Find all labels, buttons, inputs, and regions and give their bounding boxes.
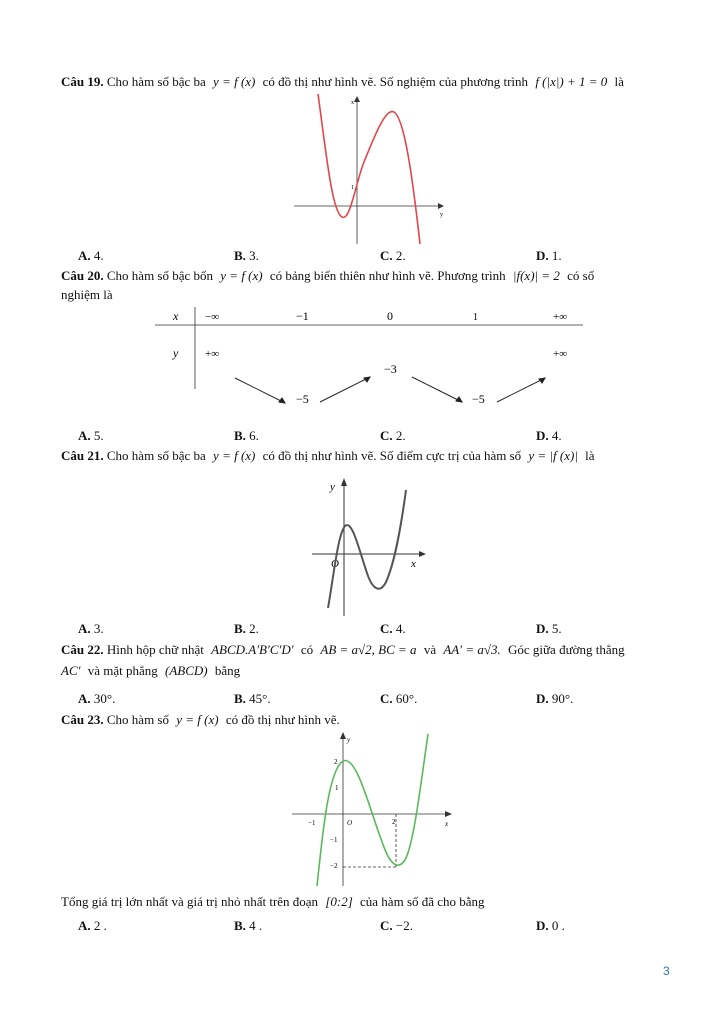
- q21-graph: [308, 474, 428, 619]
- q19-text3: là: [614, 74, 624, 89]
- q19-curve: [318, 94, 420, 244]
- q23-answer-a[interactable]: A. 2 .: [78, 918, 107, 933]
- q19-axis-label-right: y: [440, 212, 443, 218]
- q22-plane: (ABCD): [165, 663, 208, 678]
- q20-x-val-4: +∞: [553, 311, 568, 323]
- q19-answer-b[interactable]: B. 3.: [234, 248, 259, 263]
- q20-x-val-0: −∞: [205, 311, 220, 323]
- q19-tick-1: 1: [351, 185, 354, 191]
- q20-arrowhead-2: [364, 377, 370, 382]
- q23-text2: có đồ thị như hình vẽ.: [225, 712, 340, 727]
- q19-graph: [290, 92, 450, 247]
- q23-tick-y-1: 1: [335, 784, 339, 792]
- q20-x-label: x: [173, 309, 179, 323]
- q22-text4: Góc giữa đường thẳng: [507, 642, 625, 657]
- q23-origin: O: [347, 819, 353, 827]
- q19-answer-a[interactable]: A. 4.: [78, 248, 104, 263]
- q20-y-val-1: −5: [296, 392, 309, 406]
- q22-text2: có: [300, 642, 314, 657]
- q21-line: [61, 448, 595, 464]
- q23-answer-b[interactable]: B. 4 .: [234, 918, 263, 933]
- q20-x-val-1: −1: [296, 309, 309, 323]
- q23-tick-x-neg1: −1: [308, 819, 316, 827]
- q21-y-label: y: [330, 481, 335, 493]
- q21-answer-d[interactable]: D. 5.: [536, 621, 562, 636]
- q20-answer-b[interactable]: B. 6.: [234, 428, 259, 443]
- q23-tick-y-2: 2: [334, 758, 338, 766]
- q19-y-arrow: [354, 96, 360, 102]
- q21-x-label: x: [411, 558, 416, 570]
- q23-tick-y-neg1: −1: [330, 836, 338, 844]
- q21-answer-c[interactable]: C. 4.: [380, 621, 406, 636]
- q23-tick-x-2: 2: [392, 818, 396, 826]
- q20-y-val-2: −3: [384, 362, 397, 376]
- q20-label: Câu 20.: [61, 268, 104, 283]
- q20-eq: |f(x)| = 2: [512, 268, 560, 283]
- q22-box: ABCD.A′B′C′D′: [211, 642, 294, 657]
- q20-arrowhead-1: [279, 398, 285, 403]
- q23-line: [61, 712, 340, 728]
- q23-interval: [0:2]: [325, 894, 353, 909]
- page-number: 3: [663, 964, 670, 978]
- q20-arrow-down-2: [412, 377, 462, 402]
- q20-text2: có bảng biến thiên như hình vẽ. Phương trình: [269, 268, 506, 283]
- q23-func: y = f (x): [176, 712, 219, 727]
- q23-after-text: Tổng giá trị lớn nhất và giá trị nhỏ nhất trên đoạn: [61, 894, 319, 909]
- q23-after-text2: của hàm số đã cho bằng: [360, 894, 485, 909]
- q22-line2: [61, 663, 240, 679]
- q20-arrowhead-4: [539, 378, 545, 383]
- q21-curve: [328, 490, 406, 608]
- q20-line2: nghiệm là: [61, 287, 113, 302]
- q21-text2: có đồ thị như hình vẽ. Số điểm cực trị của hàm số: [262, 448, 522, 463]
- q19-line: [61, 74, 624, 90]
- q19-axis-label-top: x: [351, 100, 354, 106]
- q23-after-line: [61, 894, 485, 910]
- q20-y-val-0: +∞: [205, 348, 220, 360]
- q20-answer-a[interactable]: A. 5.: [78, 428, 104, 443]
- q23-tick-y-neg2: −2: [330, 862, 338, 870]
- q22-line-ac: AC′: [61, 663, 81, 678]
- q20-answer-d[interactable]: D. 4.: [536, 428, 562, 443]
- q20-func: y = f (x): [220, 268, 263, 283]
- q22-text5: và mặt phẳng: [87, 663, 158, 678]
- q20-text3: có số: [567, 268, 595, 283]
- q20-arrow-up-2: [497, 378, 545, 402]
- q19-label: Câu 19.: [61, 74, 104, 89]
- q20-y-label: y: [173, 346, 179, 360]
- q21-x-arrow: [419, 551, 426, 557]
- q22-answer-d[interactable]: D. 90°.: [536, 691, 574, 706]
- q20-arrow-up-1: [320, 377, 370, 402]
- q23-x-label: x: [445, 820, 449, 828]
- q19-text2: có đồ thị như hình vẽ. Số nghiệm của phương trình: [262, 74, 529, 89]
- q21-answer-b[interactable]: B. 2.: [234, 621, 259, 636]
- q20-line1: [61, 268, 594, 284]
- q23-graph: [288, 730, 458, 890]
- q20-answer-c[interactable]: C. 2.: [380, 428, 406, 443]
- q22-answer-c[interactable]: C. 60°.: [380, 691, 418, 706]
- q20-x-val-2: 0: [387, 309, 393, 323]
- q22-line1: [61, 642, 625, 658]
- q21-label: Câu 21.: [61, 448, 104, 463]
- q19-func: y = f (x): [213, 74, 256, 89]
- q23-x-arrow: [445, 811, 452, 817]
- q21-eq: y = |f (x)|: [528, 448, 578, 463]
- q23-answer-d[interactable]: D. 0 .: [536, 918, 565, 933]
- q22-height: AA′ = a√3.: [443, 642, 501, 657]
- q20-y-val-4: +∞: [553, 348, 568, 360]
- q22-answer-b[interactable]: B. 45°.: [234, 691, 271, 706]
- q19-answer-c[interactable]: C. 2.: [380, 248, 406, 263]
- q22-label: Câu 22.: [61, 642, 104, 657]
- q23-answer-c[interactable]: C. −2.: [380, 918, 413, 933]
- q23-text1: Cho hàm số: [106, 712, 169, 727]
- q21-text3: là: [585, 448, 595, 463]
- q20-arrowhead-3: [456, 397, 462, 402]
- q19-eq: f (|x|) + 1 = 0: [535, 74, 608, 89]
- q21-answer-a[interactable]: A. 3.: [78, 621, 104, 636]
- q22-answer-a[interactable]: A. 30°.: [78, 691, 116, 706]
- q20-variation-table: [155, 305, 585, 415]
- q23-y-arrow: [340, 732, 346, 739]
- q21-origin: O: [331, 558, 339, 570]
- q20-arrow-down-1: [235, 378, 285, 403]
- q19-text1: Cho hàm số bậc ba: [106, 74, 206, 89]
- q20-text1: Cho hàm số bậc bốn: [106, 268, 214, 283]
- q22-text1: Hình hộp chữ nhật: [106, 642, 204, 657]
- q22-text3: và: [423, 642, 437, 657]
- q19-x-arrow: [438, 203, 444, 209]
- q23-label: Câu 23.: [61, 712, 104, 727]
- q20-y-val-3: −5: [472, 392, 485, 406]
- q19-answer-d[interactable]: D. 1.: [536, 248, 562, 263]
- q20-x-val-3: 1: [473, 312, 478, 323]
- q23-y-label: y: [347, 736, 351, 744]
- q21-text1: Cho hàm số bậc ba: [106, 448, 206, 463]
- q22-text6: bằng: [214, 663, 241, 678]
- q22-dims: AB = a√2, BC = a: [320, 642, 417, 657]
- q21-func: y = f (x): [213, 448, 256, 463]
- q21-y-arrow: [341, 478, 347, 486]
